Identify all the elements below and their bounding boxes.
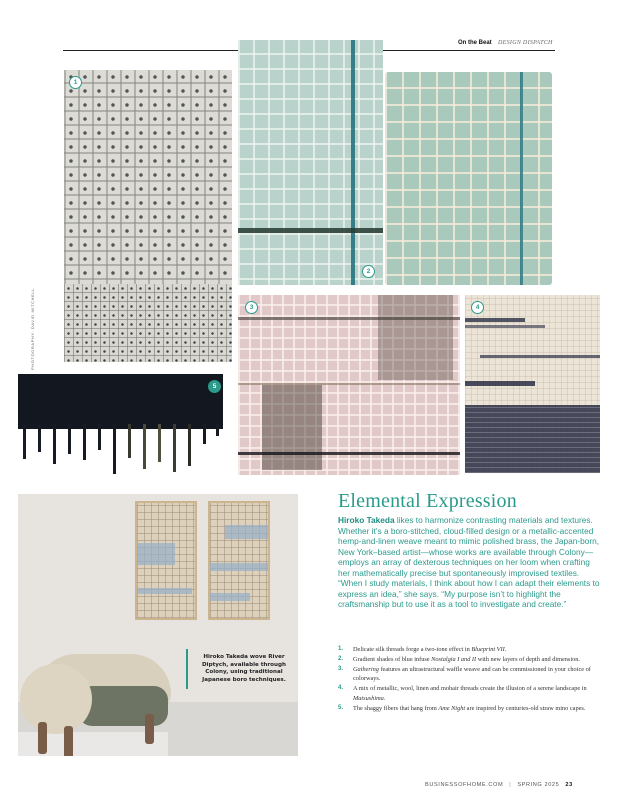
fringe-strand	[128, 424, 131, 458]
photo-blueprint-vii	[64, 70, 232, 362]
photo-nostalgia-i	[238, 40, 383, 285]
river-diptych-right-panel	[208, 501, 270, 620]
footer-site: BUSINESSOFHOME.COM	[425, 782, 504, 788]
caption-item: 1. Delicate silk threads forge a two-tone effect in Blueprint VII.	[338, 646, 507, 653]
teal-thread-stripe	[520, 72, 523, 285]
page-number: 23	[565, 782, 573, 788]
chair-seat	[78, 686, 168, 726]
artwork-title: Gathering	[353, 665, 379, 673]
fringe-strand	[23, 424, 26, 459]
section-label: On the Beat	[458, 40, 492, 46]
dark-thread-area	[378, 295, 453, 380]
photo-room-river-diptych	[18, 494, 298, 756]
caption-item: 3. Gathering features an ultrastructural waffle weave and can be commissioned in your choice of colorways.	[338, 665, 591, 683]
fringe-strand	[68, 424, 71, 454]
photo-captions-list	[338, 645, 608, 714]
room-caption-box	[186, 649, 298, 689]
blue-weave	[137, 588, 192, 594]
footer-issue: SPRING 2025	[517, 782, 560, 788]
chair-leg	[64, 726, 73, 756]
section-sublabel: DESIGN DISPATCH	[498, 40, 553, 46]
fringe-strand	[203, 424, 206, 444]
article-title: Elemental Expression	[338, 490, 517, 512]
photo-texture-lower	[64, 284, 232, 362]
navy-band	[465, 325, 545, 328]
thread-line	[238, 383, 460, 385]
fringe-strand	[53, 424, 56, 464]
artwork-title: Ame Night	[438, 704, 466, 712]
fringe-strand	[216, 424, 219, 436]
photo-gathering	[238, 295, 460, 475]
fringe-strand	[83, 424, 86, 460]
chair-leg	[145, 714, 154, 744]
artwork-title: Blueprint VII	[471, 646, 505, 653]
number-badge: 1	[69, 76, 82, 89]
photo-credit: PHOTOGRAPHY: DAVID MITCHELL	[30, 287, 35, 370]
caption-item: 2. Gradient shades of blue infuse Nostalgia I and II with new layers of depth and dimension.	[338, 655, 581, 663]
article-body-text: likes to harmonize contrasting materials and textures. Whether it’s a boro-stitched, cloud-filled design or a metallic-accented hemp-and-linen weave meant to mimic polished brass, the Japan-born, New York–based artist—whose works are available through Colony—employs an array of dexterous techniques on her loom when crafting her mathematically precise but spontaneously improvised textiles. “When I study materials, I think about how I can adapt their elements to express an idea,” she says. “My purpose isn’t to highlight the craftsmanship but to use it as a tool to investigate and create.”	[338, 515, 600, 609]
blue-weave	[225, 525, 268, 539]
caption-number: 2.	[338, 655, 344, 662]
dark-thread-area	[262, 385, 322, 470]
caption-number: 4.	[338, 685, 344, 692]
room-caption: Hiroko Takeda wove River Diptych, available through Colony, using traditional Japanese boro techniques.	[202, 654, 286, 683]
caption-number: 1.	[338, 646, 344, 652]
chair-arm	[20, 664, 92, 734]
number-badge: 2	[362, 265, 375, 278]
page-footer	[425, 782, 573, 788]
teal-thread-stripe	[351, 40, 355, 285]
article-body	[338, 515, 600, 610]
caption-item: 4. A mix of metallic, wool, linen and mohair threads create the illusion of a serene landscape in Matsushima.	[338, 685, 587, 702]
blue-weave	[210, 563, 268, 571]
river-diptych-left-panel	[135, 501, 197, 620]
artwork-title: Nostalgia I and II	[431, 655, 477, 663]
artist-name: Hiroko Takeda	[338, 515, 395, 525]
caption-number: 5.	[338, 704, 344, 711]
photo-matsushima	[465, 295, 600, 473]
caption-number: 3.	[338, 665, 344, 672]
navy-band	[480, 355, 600, 358]
fringe-strand	[173, 424, 176, 472]
thread-line	[238, 452, 460, 455]
photo-ame-night	[18, 374, 223, 474]
number-badge: 5	[208, 380, 221, 393]
footer-separator: |	[509, 782, 512, 788]
navy-band	[465, 381, 535, 386]
navy-band	[465, 405, 600, 473]
fringe-strand	[143, 424, 146, 469]
chair-leg	[38, 722, 47, 754]
fringe-strand	[188, 424, 191, 466]
photo-nostalgia-ii	[385, 72, 552, 285]
navy-band	[465, 318, 525, 322]
fringe-strand	[158, 424, 161, 462]
artwork-title: Matsushima	[353, 694, 384, 702]
blue-weave	[137, 543, 175, 565]
caption-item: 5. The shaggy fibers that hang from Ame Night are inspired by centuries-old straw mino capes.	[338, 704, 586, 712]
number-badge: 4	[471, 301, 484, 314]
fringe-strand	[98, 424, 101, 450]
number-badge: 3	[245, 301, 258, 314]
blue-weave	[210, 593, 250, 601]
fringe-strand	[113, 424, 116, 474]
fringe-body	[18, 374, 223, 429]
fringe-strand	[38, 424, 41, 452]
dark-thread-stripe	[238, 228, 383, 233]
thread-line	[238, 317, 460, 320]
